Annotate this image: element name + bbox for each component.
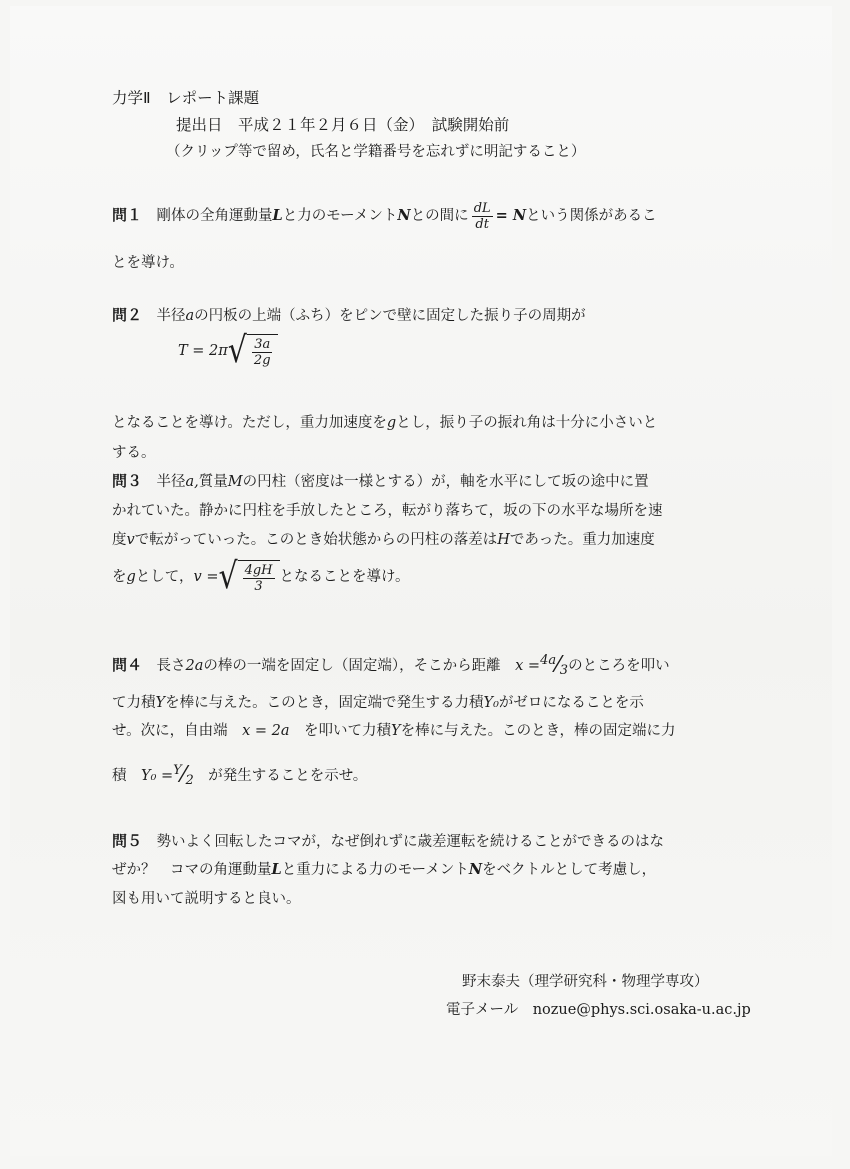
sqrt-3a-2g: √ $\frac{3a}{2g}$ <box>228 334 278 368</box>
email-line <box>446 998 751 1019</box>
x-fraction: 4a⁄3 <box>540 653 569 678</box>
question-2-line-4: する。 <box>112 445 156 461</box>
question-1-line-2: とを導け。 <box>112 255 184 271</box>
question-4-line-1: 問４ 長さ2aの棒の一端を固定し（固定端），そこから距離 x =4a⁄3のところを叩い <box>112 653 670 678</box>
question-4-line-4: 積 Y₀ =Y⁄2 が発生することを示せ。 <box>112 763 368 788</box>
question-4-label: 問４ <box>112 656 143 674</box>
email-label: 電子メール <box>446 1002 519 1018</box>
question-5-line-2: ぜか？ コマの角運動量Lと重力による力のモーメントNをベクトルとして考慮し， <box>112 861 657 878</box>
question-5-line-1: 問５ 勢いよく回転したコマが，なぜ倒れずに歳差運転を続けることができるのはな <box>112 832 665 850</box>
question-2-line-1: 問２ 半径aの円板の上端（ふち）をピンで壁に固定した振り子の周期が <box>112 306 586 324</box>
course-title: 力学Ⅱ レポート課題 <box>112 89 260 107</box>
question-3-line-2: かれていた。静かに円柱を手放したところ，転がり落ちて，坂の下の水平な場所を速 <box>112 503 663 519</box>
question-3-line-4: をgとして，v = √ $\frac{4gH}{3}$ となることを導け。 <box>112 555 410 598</box>
question-2-label: 問２ <box>112 306 143 324</box>
email-address[interactable]: nozue@phys.sci.osaka-u.ac.jp <box>532 1002 751 1018</box>
question-3-label: 問３ <box>112 472 143 490</box>
due-date-line: 提出日 平成２１年２月６日（金） 試験開始前 <box>176 116 510 134</box>
period-formula: T = 2π √ $\frac{3a}{2g}$ <box>178 334 278 368</box>
question-5-line-3: 図も用いて説明すると良い。 <box>112 891 301 907</box>
dl-dt-fraction: $\frac{dL}{dt}$ <box>473 200 491 232</box>
author-name: 野末泰夫（理学研究科・物理学専攻） <box>462 974 709 990</box>
question-5-label: 問５ <box>112 832 143 850</box>
question-1-label: 問１ <box>112 206 143 224</box>
question-4-line-2: て力積Yを棒に与えた。このとき，固定端で発生する力積Y₀がゼロになることを示 <box>112 695 644 711</box>
y-fraction: Y⁄2 <box>173 763 194 788</box>
question-4-line-3: せ。次に，自由端 x = 2a を叩いて力積Yを棒に与えた。このとき，棒の固定端に力 <box>112 723 676 739</box>
question-3-line-3: 度vで転がっていった。このとき始状態からの円柱の落差はHであった。重力加速度 <box>112 532 655 548</box>
question-3-line-1: 問３ 半径a,質量Mの円柱（密度は一様とする）が，軸を水平にして坂の途中に置 <box>112 472 649 490</box>
sqrt-4gh-3: √ $\frac{4gH}{3}$ <box>218 560 279 594</box>
submission-note: （クリップ等で留め，氏名と学籍番号を忘れずに明記すること） <box>166 144 586 160</box>
question-2-line-3: となることを導け。ただし，重力加速度をgとし，振り子の振れ角は十分に小さいと <box>112 415 658 431</box>
question-1-line-1: 問１ 剛体の全角運動量Lと力のモーメントNとの間に $\frac{dL}{dt}$ = Nという関係があるこ <box>112 200 657 232</box>
